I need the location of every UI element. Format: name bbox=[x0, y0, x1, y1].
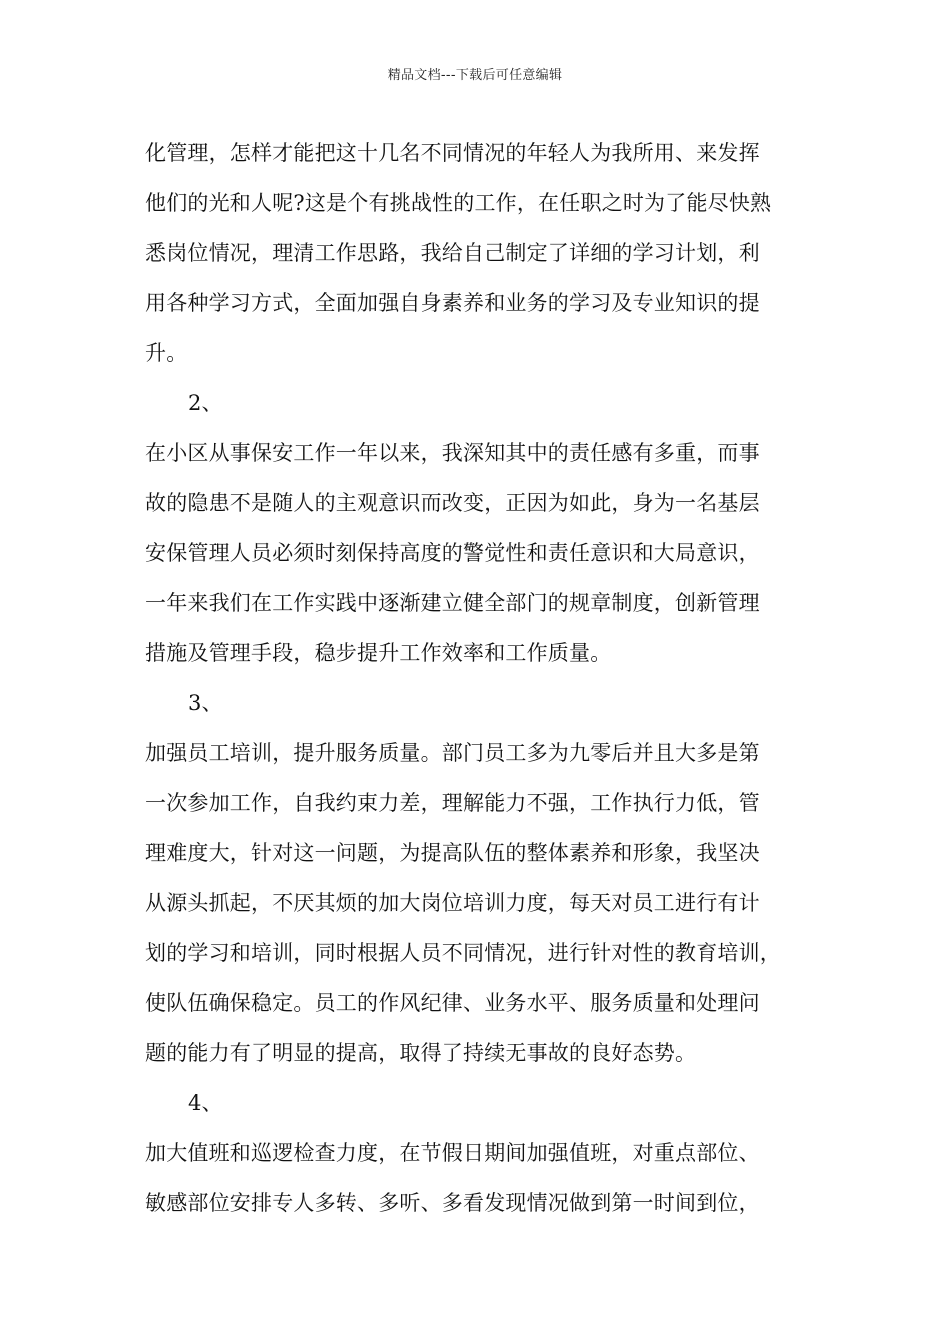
section-number: 2、 bbox=[188, 391, 223, 415]
paragraph-line: 题的能力有了明显的提高，取得了持续无事故的良好态势。 bbox=[145, 1041, 697, 1065]
paragraph-line: 从源头抓起，不厌其烦的加大岗位培训力度，每天对员工进行有计 bbox=[145, 891, 760, 915]
paragraph-line: 加强员工培训，提升服务质量。部门员工多为九零后并且大多是第 bbox=[145, 741, 760, 765]
paragraph-line: 安保管理人员必须时刻保持高度的警觉性和责任意识和大局意识， bbox=[145, 541, 760, 565]
paragraph-line: 在小区从事保安工作一年以来，我深知其中的责任感有多重，而事 bbox=[145, 441, 760, 465]
paragraph-line: 划的学习和培训，同时根据人员不同情况，进行针对性的教育培训， bbox=[145, 941, 781, 965]
paragraph-line: 加大值班和巡逻检查力度，在节假日期间加强值班，对重点部位、 bbox=[145, 1141, 760, 1165]
paragraph-line: 他们的光和人呢?这是个有挑战性的工作，在任职之时为了能尽快熟 bbox=[145, 191, 772, 215]
paragraph-line: 使队伍确保稳定。员工的作风纪律、业务水平、服务质量和处理问 bbox=[145, 991, 760, 1015]
paragraph-line: 用各种学习方式，全面加强自身素养和业务的学习及专业知识的提 bbox=[145, 291, 760, 315]
section-number: 3、 bbox=[188, 691, 223, 715]
paragraph-line: 悉岗位情况，理清工作思路，我给自己制定了详细的学习计划，利 bbox=[145, 241, 760, 265]
paragraph-line: 故的隐患不是随人的主观意识而改变，正因为如此，身为一名基层 bbox=[145, 491, 760, 515]
section-number: 4、 bbox=[188, 1091, 223, 1115]
paragraph-line: 一次参加工作，自我约束力差，理解能力不强，工作执行力低，管 bbox=[145, 791, 760, 815]
paragraph-line: 理难度大，针对这一问题，为提高队伍的整体素养和形象，我坚决 bbox=[145, 841, 760, 865]
document-body bbox=[145, 128, 825, 1228]
paragraph-line: 升。 bbox=[145, 341, 188, 365]
paragraph-line: 敏感部位安排专人多转、多听、多看发现情况做到第一时间到位， bbox=[145, 1191, 760, 1215]
paragraph-line: 一年来我们在工作实践中逐渐建立健全部门的规章制度，创新管理 bbox=[145, 591, 760, 615]
paragraph-line: 措施及管理手段，稳步提升工作效率和工作质量。 bbox=[145, 641, 612, 665]
paragraph-line: 化管理，怎样才能把这十几名不同情况的年轻人为我所用、来发挥 bbox=[145, 141, 760, 165]
page-header: 精品文档---下载后可任意编辑 bbox=[387, 68, 563, 83]
